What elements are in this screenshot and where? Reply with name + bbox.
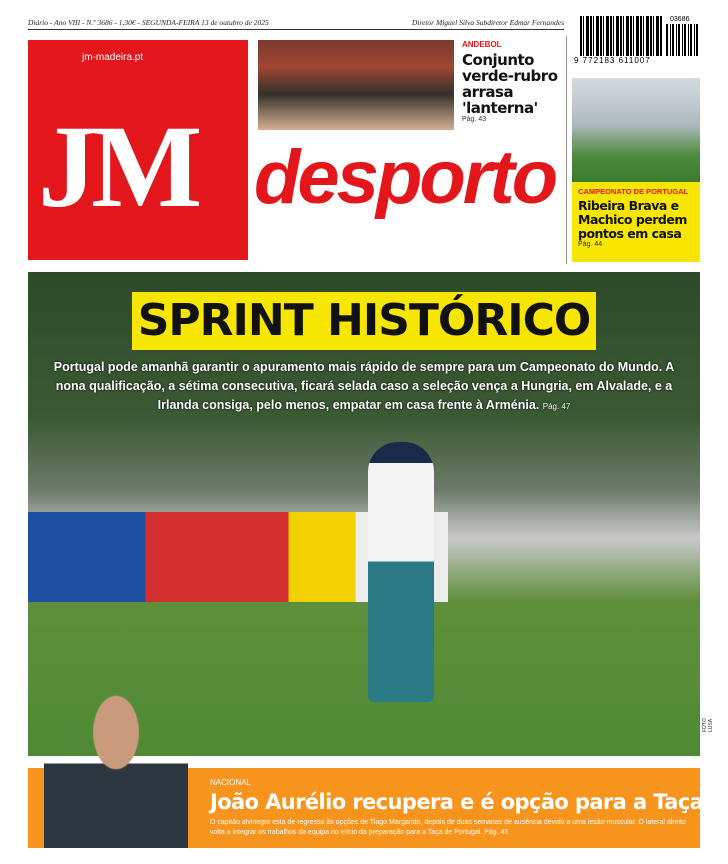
bottom-body: O capitão alvinegro está de regresso às opções de Tiago Margarido, depois de duas semanas de ausência devido a uma lesão muscular. O lateral direito volta a integrar os trabalhos da equipa no início da preparação para a Taça de Portugal.	[210, 819, 686, 836]
headline-box	[132, 292, 596, 350]
teaser-kicker: ANDEBOL	[462, 40, 502, 49]
edition-info: Diário - Ano VIII - N.º 3686 - 1,30€ - SEGUNDA-FEIRA 13 de outubro de 2025	[28, 18, 269, 27]
bottom-title[interactable]: João Aurélio recupera e é opção para a Taça	[210, 790, 704, 814]
lead-text: Portugal pode amanhã garantir o apuramento mais rápido de sempre para um Campeonato do Mundo. A nona qualificação, a sétima consecutiva, ficará selada caso a seleção vença a Hungria, em Alvalade, e a Irlanda consiga, pelo menos, empatar em casa frente à Arménia.	[53, 360, 675, 412]
masthead-line	[28, 16, 564, 30]
teaser-campeonato[interactable]	[572, 182, 700, 262]
football-photo	[572, 78, 700, 182]
main-headline[interactable]: SPRINT HISTÓRICO	[137, 295, 591, 346]
site-url[interactable]: jm-madeira.pt	[82, 52, 144, 63]
main-lead	[40, 358, 688, 416]
divider	[566, 36, 567, 264]
teaser-page: Pág. 44	[578, 241, 603, 248]
barcode	[574, 16, 702, 64]
player-photo	[44, 694, 188, 848]
logo: JM	[38, 101, 197, 232]
lead-page: Pág. 47	[542, 402, 571, 411]
barcode-addon-bars	[666, 24, 698, 56]
staff-info: Diretor Miguel Silva Subdiretor Edmar Fernandes	[411, 18, 564, 27]
photo-credit: FOTO LUSA	[702, 718, 714, 732]
bottom-text	[210, 818, 690, 838]
bottom-kicker: NACIONAL	[210, 778, 251, 787]
teaser-title: Conjunto verde-rubro arrasa 'lanterna'	[462, 51, 558, 117]
handball-photo	[258, 40, 454, 130]
teaser-title: Ribeira Brava e Machico perdem pontos em casa	[578, 198, 687, 241]
barcode-number: 9 772183 611007	[574, 56, 651, 65]
barcode-bars	[580, 16, 662, 56]
coach-figure	[368, 442, 434, 702]
section-title: desporto	[254, 135, 556, 220]
issue-code: 03686	[670, 16, 690, 23]
teaser-page: Pág. 43	[462, 116, 487, 123]
teaser-handball[interactable]	[462, 40, 562, 123]
bottom-page: Pág. 45	[484, 829, 509, 836]
teaser-kicker: CAMPEONATO DE PORTUGAL	[578, 187, 689, 196]
